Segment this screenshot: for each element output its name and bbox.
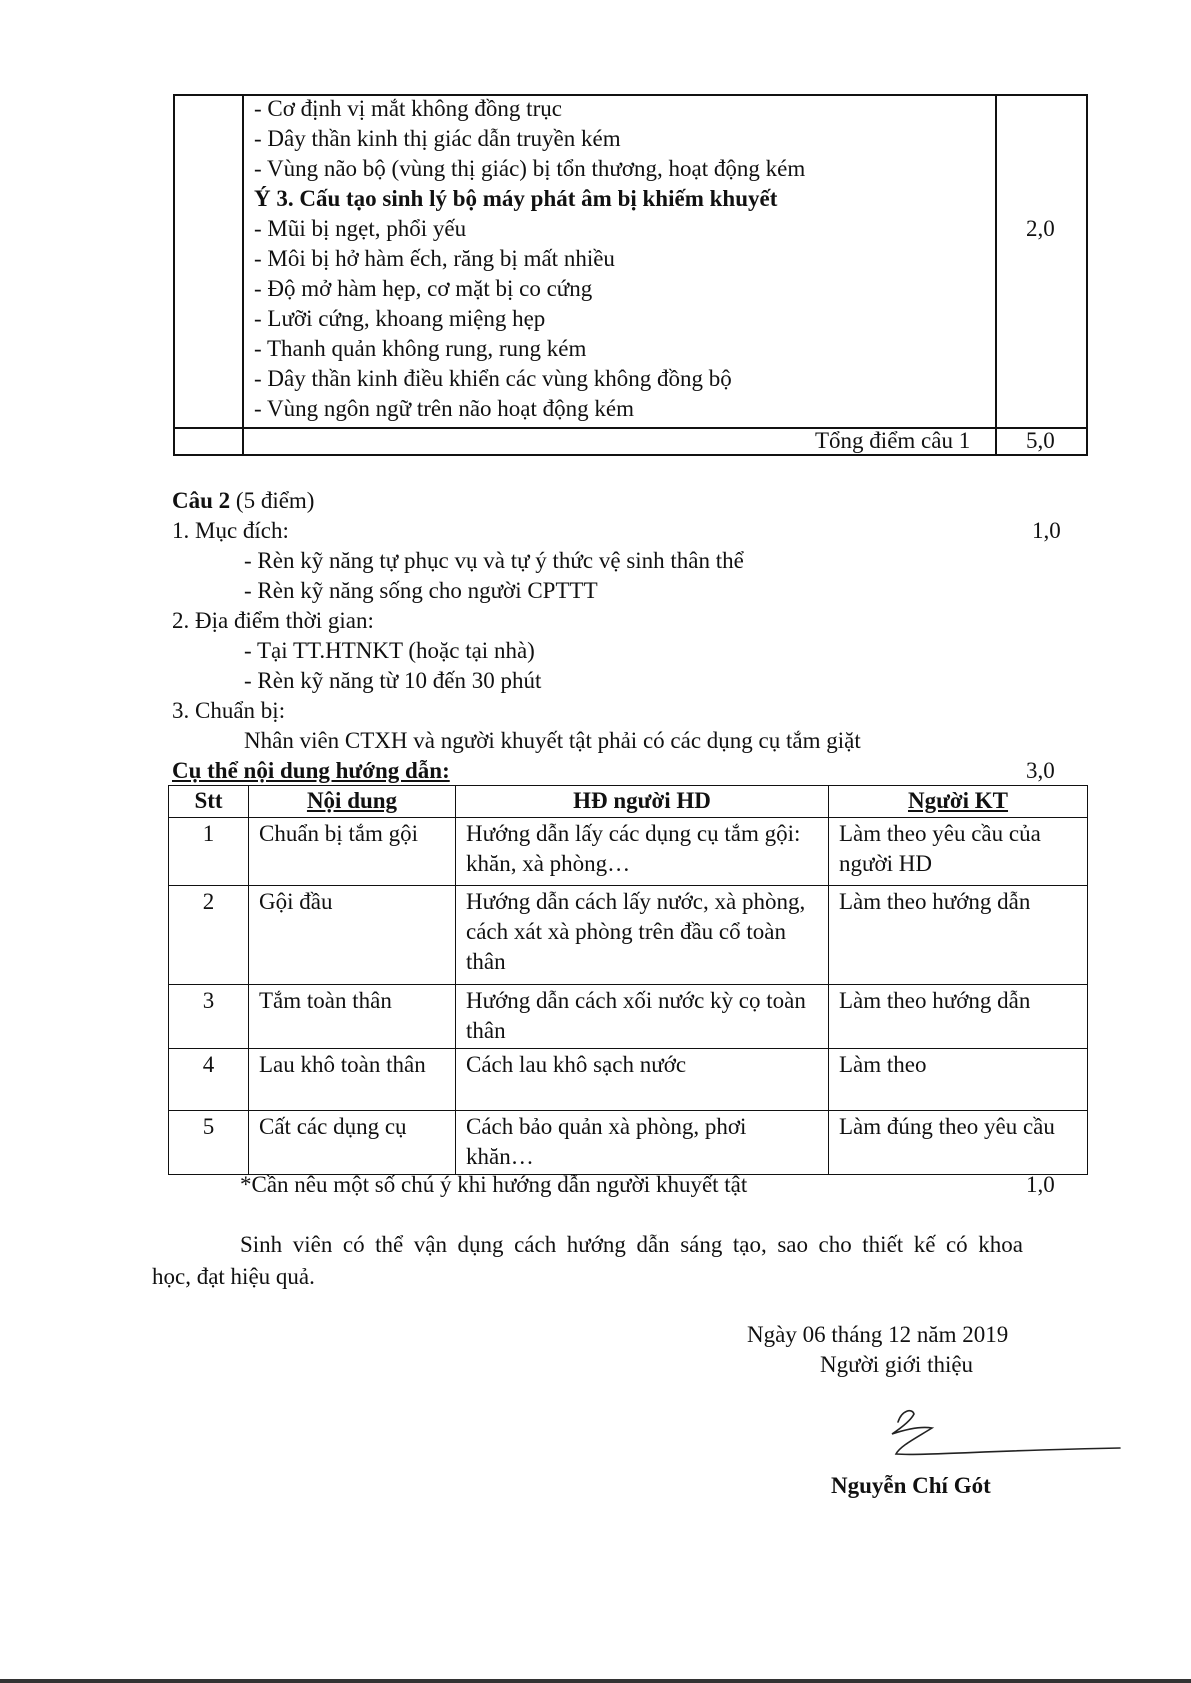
row-guide-activity: Cách bảo quản xà phòng, phơi khăn… [456,1111,829,1175]
closing-line: Sinh viên có thể vận dụng cách hướng dẫn sáng tạo, sao cho thiết kế có khoa [240,1232,1023,1257]
header-guide-activity: HĐ người HD [456,786,829,818]
criteria-line: - Dây thần kinh thị giác dẫn truyền kém [254,126,621,151]
header-content: Nội dung [249,786,456,818]
table-row [169,886,1088,985]
note-text: *Cần nêu một số chú ý khi hướng dẫn người khuyết tật [240,1172,748,1197]
prep-text: Nhân viên CTXH và người khuyết tật phải có các dụng cụ tắm giặt [244,728,861,753]
criteria-line: - Vùng ngôn ngữ trên não hoạt động kém [254,396,634,421]
place-label: 2. Địa điểm thời gian: [172,608,374,633]
criteria-line: - Môi bị hở hàm ếch, răng bị mất nhiều [254,246,615,271]
table-border [995,94,997,456]
row-person: Làm đúng theo yêu cầu [829,1111,1088,1175]
table-row [169,818,1088,886]
row-person: Làm theo [829,1049,1088,1111]
table-border [242,94,244,456]
purpose-score: 1,0 [1032,518,1061,543]
header-person: Người KT [829,786,1088,818]
place-item: - Tại TT.HTNKT (hoặc tại nhà) [244,638,535,663]
purpose-item: - Rèn kỹ năng sống cho người CPTTT [244,578,598,603]
row-content: Tắm toàn thân [249,985,456,1049]
y3-heading: Ý 3. Cấu tạo sinh lý bộ máy phát âm bị khiếm khuyết [254,186,778,211]
closing-line: học, đạt hiệu quả. [152,1264,315,1289]
row-stt: 5 [169,1111,249,1175]
total-label: Tổng điểm câu 1 [815,428,971,453]
row-content: Cất các dụng cụ [249,1111,456,1175]
criteria-line: - Dây thần kinh điều khiển các vùng không đồng bộ [254,366,732,391]
criteria-line: - Mũi bị ngẹt, phổi yếu [254,216,467,241]
table-row [169,1111,1088,1175]
row-stt: 2 [169,886,249,985]
signer-role: Người giới thiệu [820,1352,974,1377]
row-stt: 4 [169,1049,249,1111]
signer-name: Nguyễn Chí Gót [831,1473,991,1498]
purpose-label: 1. Mục đích: [172,518,289,543]
y3-score: 2,0 [1026,216,1055,241]
place-item: - Rèn kỹ năng từ 10 đến 30 phút [244,668,542,693]
criteria-line: - Vùng não bộ (vùng thị giác) bị tổn thương, hoạt động kém [254,156,806,181]
row-content: Lau khô toàn thân [249,1049,456,1111]
row-content: Chuẩn bị tắm gội [249,818,456,886]
row-person: Làm theo hướng dẫn [829,886,1088,985]
scan-edge-line [0,1679,1191,1683]
row-guide-activity: Hướng dẫn cách lấy nước, xà phòng, cách xát xà phòng trên đầu cổ toàn thân [456,886,829,985]
row-guide-activity: Cách lau khô sạch nước [456,1049,829,1111]
header-stt: Stt [169,786,249,818]
table-header-row [169,786,1088,818]
content-score: 3,0 [1026,758,1055,783]
criteria-line: - Độ mở hàm hẹp, cơ mặt bị co cứng [254,276,593,301]
q2-title [172,486,314,516]
criteria-line: - Cơ định vị mắt không đồng trục [254,96,562,121]
table-row [169,985,1088,1049]
handwritten-signature [880,1400,1130,1470]
guide-table [168,785,1088,1175]
row-person: Làm theo hướng dẫn [829,985,1088,1049]
prep-label: 3. Chuẩn bị: [172,698,286,723]
row-stt: 3 [169,985,249,1049]
purpose-item: - Rèn kỹ năng tự phục vụ và tự ý thức vệ sinh thân thể [244,548,744,573]
q2-title-note: (5 điểm) [230,488,315,513]
total-score: 5,0 [1026,428,1055,453]
row-content: Gội đầu [249,886,456,985]
row-guide-activity: Hướng dẫn cách xối nước kỳ cọ toàn thân [456,985,829,1049]
table-row [169,1049,1088,1111]
content-heading: Cụ thể nội dung hướng dẫn: [172,758,450,783]
row-guide-activity: Hướng dẫn lấy các dụng cụ tắm gội: khăn, xà phòng… [456,818,829,886]
table-border [1086,94,1088,456]
row-stt: 1 [169,818,249,886]
note-score: 1,0 [1026,1172,1055,1197]
q2-title-label: Câu 2 [172,488,231,513]
criteria-line: - Thanh quản không rung, rung kém [254,336,587,361]
row-person: Làm theo yêu cầu của người HD [829,818,1088,886]
criteria-line: - Lưỡi cứng, khoang miệng hẹp [254,306,546,331]
date-line: Ngày 06 tháng 12 năm 2019 [747,1322,1009,1347]
table-border [173,94,175,456]
